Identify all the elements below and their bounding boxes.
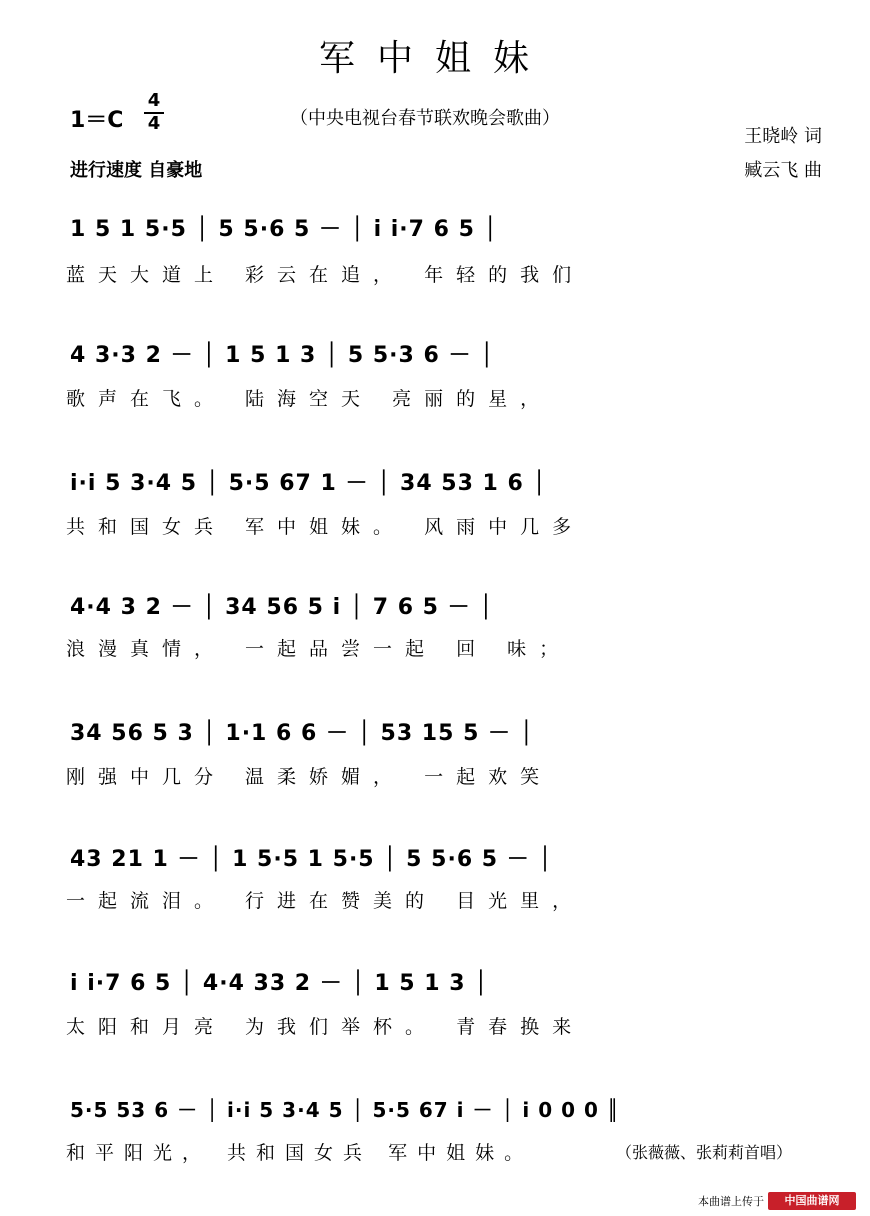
notation-row: 4·4 3 2 － │ 34 56 5 i │ 7 6 5 － │ bbox=[70, 595, 494, 620]
lyric-row: 刚强中几分 温柔娇媚， 一起欢笑 bbox=[66, 766, 553, 788]
subtitle: （中央电视台春节联欢晚会歌曲） bbox=[290, 108, 560, 129]
notation-row: i·i 5 3·4 5 │ 5·5 67 1 － │ 34 53 1 6 │ bbox=[70, 471, 547, 496]
key-signature: 1＝C bbox=[70, 108, 124, 133]
site-logo: 中国曲谱网 bbox=[768, 1192, 856, 1210]
song-title: 军中姐妹 bbox=[318, 38, 551, 79]
notation-row: i i·7 6 5 │ 4·4 33 2 － │ 1 5 1 3 │ bbox=[70, 971, 489, 996]
notation-row: 43 21 1 － │ 1 5·5 1 5·5 │ 5 5·6 5 － │ bbox=[70, 847, 553, 872]
lyric-row: 共和国女兵 军中姐妹。 风雨中几多 bbox=[66, 516, 585, 538]
notation-row: 1 5 1 5·5 │ 5 5·6 5 － │ i i·7 6 5 │ bbox=[70, 217, 498, 242]
time-signature bbox=[144, 92, 164, 133]
notation-row: 5·5 53 6 － │ i·i 5 3·4 5 │ 5·5 67 i － │ i 0 0 0 ║ bbox=[70, 1098, 620, 1122]
footer-text: 本曲谱上传于 bbox=[698, 1195, 764, 1208]
time-signature-top: 4 bbox=[147, 90, 161, 111]
lyricist-credit: 王晓岭 词 bbox=[744, 126, 822, 147]
lyric-row: 和平阳光， 共和国女兵 军中姐妹。 bbox=[66, 1142, 534, 1164]
lyric-row: 一起流泪。 行进在赞美的 目光里， bbox=[66, 890, 585, 912]
lyric-row: 歌声在飞。 陆海空天 亮丽的星， bbox=[66, 388, 553, 410]
composer-credit: 臧云飞 曲 bbox=[744, 160, 822, 181]
lyric-row: 浪漫真情， 一起品尝一起 回 味； bbox=[66, 638, 572, 660]
lyric-row: 蓝天大道上 彩云在追， 年轻的我们 bbox=[66, 264, 585, 286]
tempo-marking: 进行速度 自豪地 bbox=[70, 160, 203, 181]
lyric-row: 太阳和月亮 为我们举杯。 青春换来 bbox=[66, 1016, 585, 1038]
time-signature-bottom: 4 bbox=[147, 113, 161, 134]
singers-credit: （张薇薇、张莉莉首唱） bbox=[616, 1143, 793, 1162]
footer bbox=[698, 1192, 856, 1210]
notation-row: 4 3·3 2 － │ 1 5 1 3 │ 5 5·3 6 － │ bbox=[70, 343, 495, 368]
notation-row: 34 56 5 3 │ 1·1 6 6 － │ 53 15 5 － │ bbox=[70, 721, 534, 746]
